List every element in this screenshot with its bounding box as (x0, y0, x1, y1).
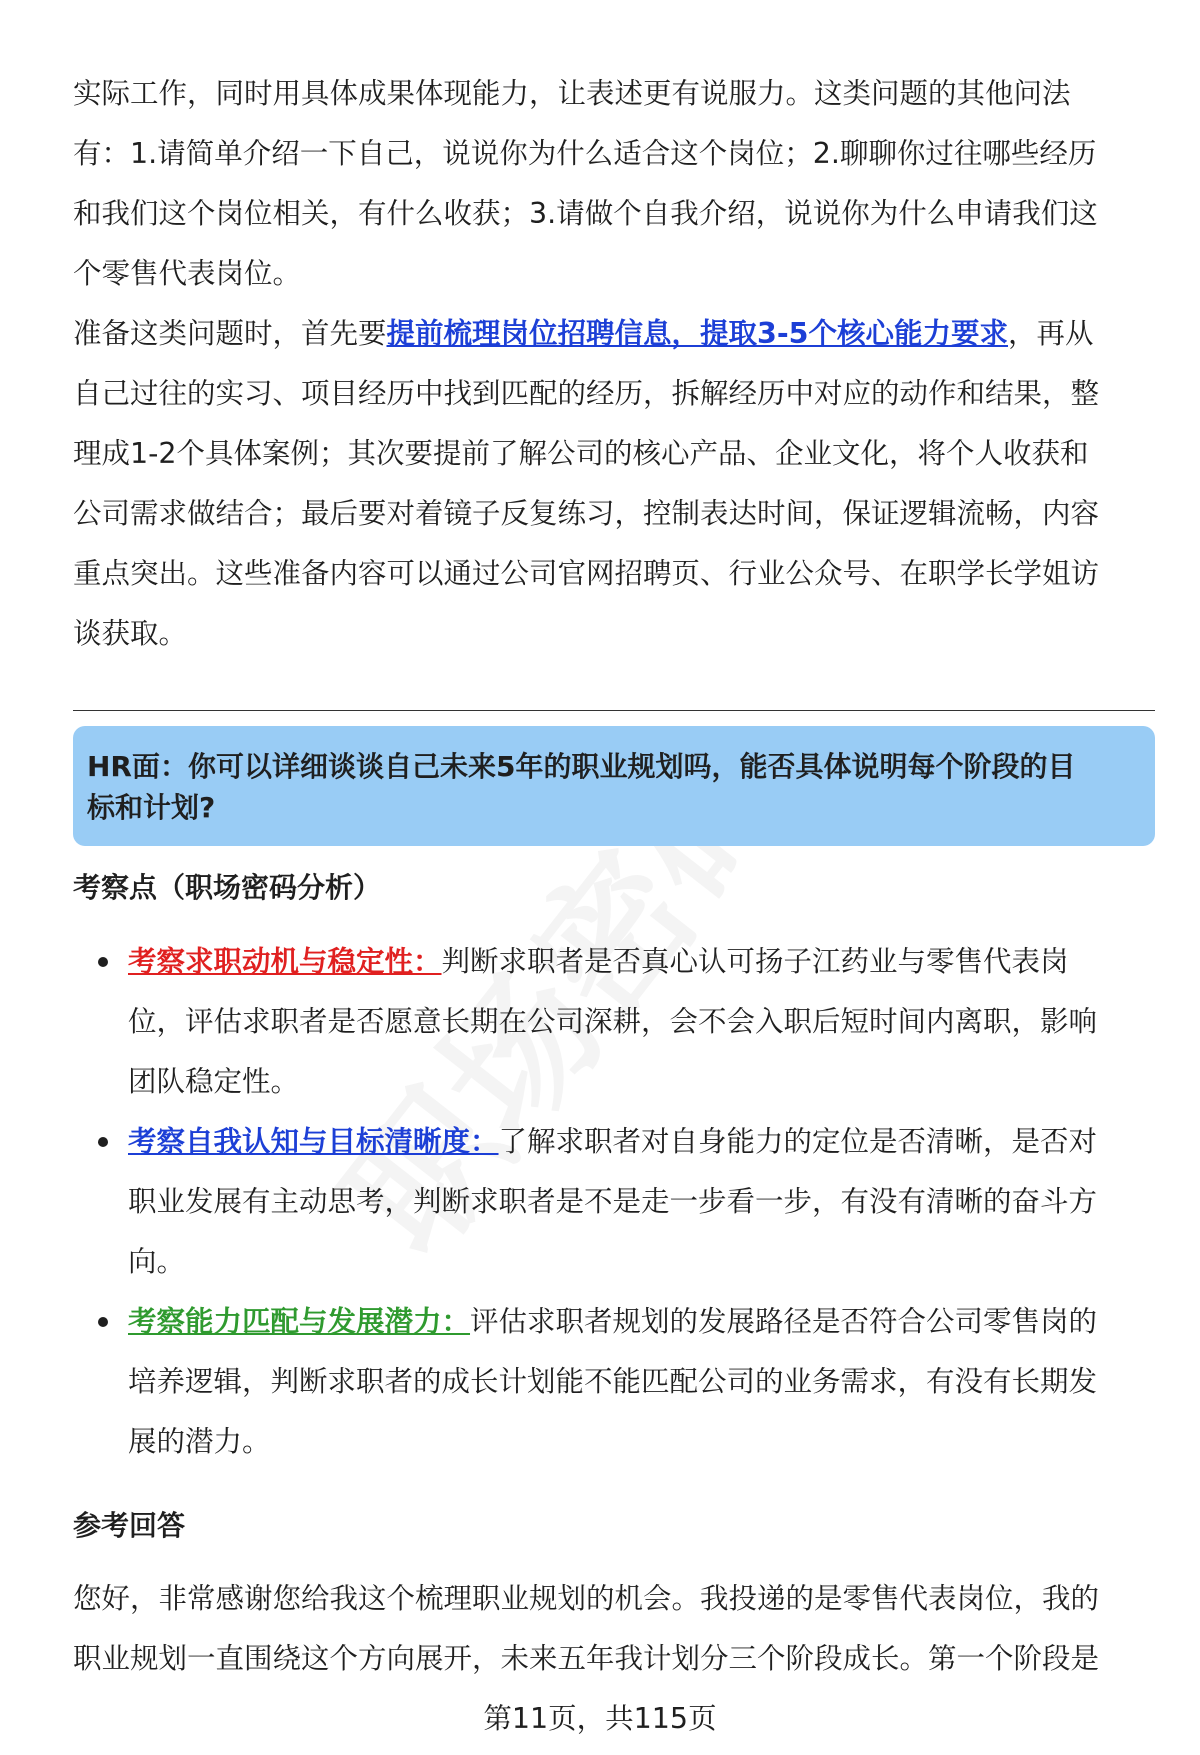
analysis-bullet (73, 1112, 1155, 1292)
bullet-line: 培养逻辑，判断求职者的成长计划能不能匹配公司的业务需求，有没有长期发 (128, 1365, 1098, 1398)
bullet-dot (98, 957, 108, 967)
intro-line: 和我们这个岗位相关，有什么收获；3.请做个自我介绍，说说你为什么申请我们这 (73, 197, 1098, 230)
bullet-dot (98, 1317, 108, 1327)
bullet-first: 了解求职者对自身能力的定位是否清晰，是否对 (498, 1125, 1098, 1158)
intro-line: 有：1.请简单介绍一下自己，说说你为什么适合这个岗位；2.聊聊你过往哪些经历 (73, 137, 1097, 170)
analysis-title: 考察点（职场密码分析） (73, 871, 382, 904)
prep-line: 理成1-2个具体案例；其次要提前了解公司的核心产品、企业文化，将个人收获和 (73, 437, 1089, 470)
bullet-line: 展的潜力。 (128, 1425, 271, 1458)
prep-line: 公司需求做结合；最后要对着镜子反复练习，控制表达时间，保证逻辑流畅，内容 (73, 497, 1100, 530)
bullet-lead: 考察自我认知与目标清晰度： (128, 1125, 499, 1158)
bullet-text (128, 1292, 1155, 1472)
bullet-lead: 考察求职动机与稳定性： (128, 945, 442, 978)
hr-question-box (73, 726, 1155, 846)
bullet-line: 团队稳定性。 (128, 1065, 300, 1098)
prep-paragraph (73, 304, 1153, 664)
intro-line: 实际工作，同时用具体成果体现能力，让表述更有说服力。这类问题的其他问法 (73, 77, 1071, 110)
bullet-text (128, 1112, 1155, 1292)
prep-line-end: ，再从 (1008, 317, 1094, 350)
bullet-lead: 考察能力匹配与发展潜力： (128, 1305, 471, 1338)
prep-line: 谈获取。 (73, 617, 188, 650)
bullet-line: 位，评估求职者是否愿意长期在公司深耕，会不会入职后短时间内离职，影响 (128, 1005, 1098, 1038)
analysis-bullet (73, 932, 1155, 1112)
bullet-dot (98, 1137, 108, 1147)
answer-title: 参考回答 (73, 1509, 186, 1542)
prep-highlight: 提前梳理岗位招聘信息，提取3-5个核心能力要求 (386, 317, 1009, 350)
analysis-bullet (73, 1292, 1155, 1472)
prep-line: 重点突出。这些准备内容可以通过公司官网招聘页、行业公众号、在职学长学姐访 (73, 557, 1100, 590)
prep-line (73, 304, 1153, 364)
bullet-text (128, 932, 1155, 1112)
answer-line: 职业规划一直围绕这个方向展开，未来五年我计划分三个阶段成长。第一个阶段是 (73, 1642, 1100, 1675)
bullet-line: 职业发展有主动思考，判断求职者是不是走一步看一步，有没有清晰的奋斗方 (128, 1185, 1098, 1218)
answer-line: 您好，非常感谢您给我这个梳理职业规划的机会。我投递的是零售代表岗位，我的 (73, 1582, 1100, 1615)
page-footer: 第11页，共115页 (483, 1702, 717, 1735)
hr-question-line: HR面：你可以详细谈谈自己未来5年的职业规划吗，能否具体说明每个阶段的目 (87, 750, 1076, 783)
hr-question-line: 标和计划? (87, 791, 216, 824)
bullet-first: 判断求职者是否真心认可扬子江药业与零售代表岗 (441, 945, 1069, 978)
prep-line-start: 准备这类问题时，首先要 (73, 317, 387, 350)
intro-line: 个零售代表岗位。 (73, 257, 302, 290)
answer-paragraph (73, 1569, 1153, 1689)
prep-line: 自己过往的实习、项目经历中找到匹配的经历，拆解经历中对应的动作和结果，整 (73, 377, 1100, 410)
bullet-line: 向。 (128, 1245, 186, 1278)
bullet-first: 评估求职者规划的发展路径是否符合公司零售岗的 (470, 1305, 1098, 1338)
section-divider (73, 710, 1155, 711)
intro-paragraph (73, 64, 1153, 304)
